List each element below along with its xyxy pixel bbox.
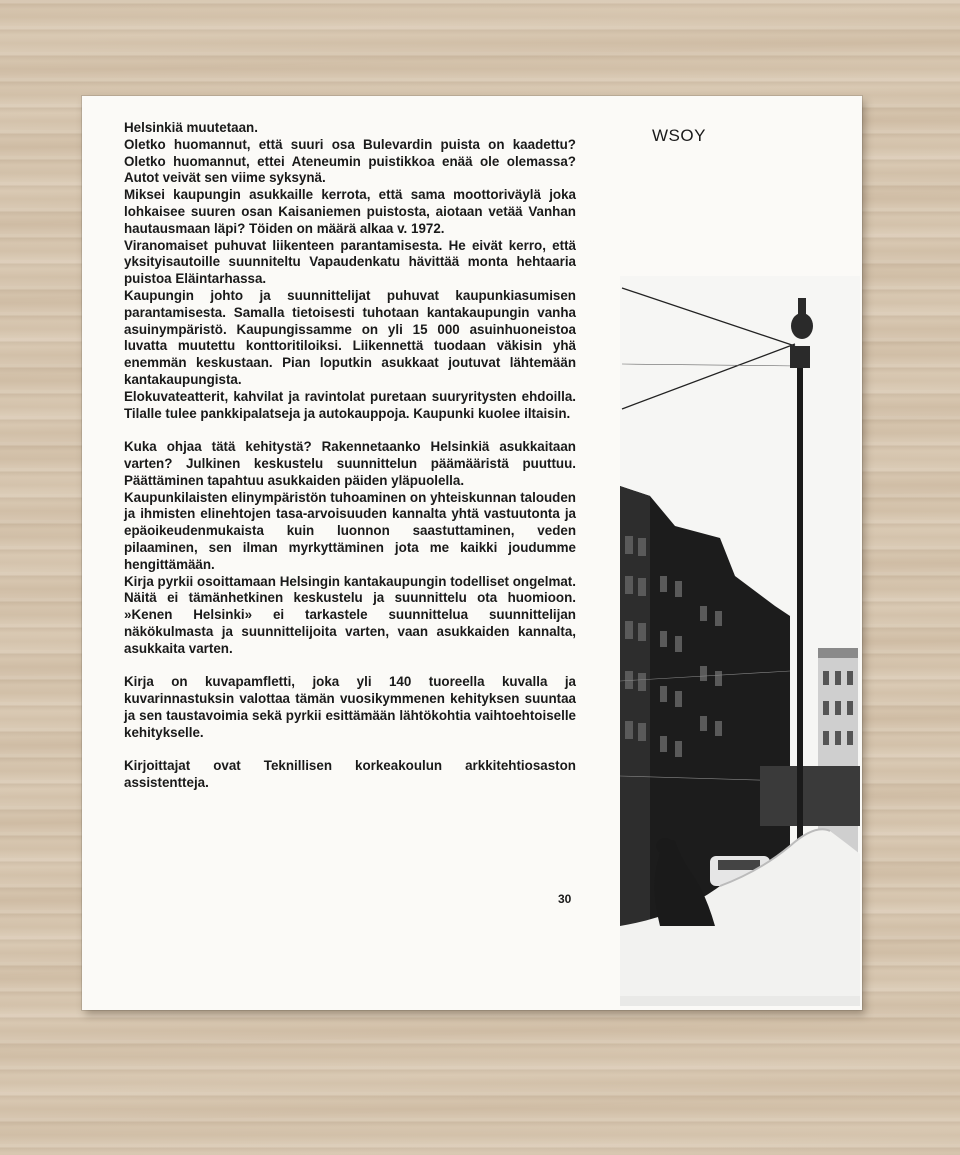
paragraph-5: Kaupungin johto ja suunnittelijat puhuvat kaupunkiasumisen parantamisesta. Samalla tietoisesti tuhotaan kantakaupungin vanha asuinympäristö. Kaupungissamme on yli 15 000 asuinhuoneistoa luvatta muutettu konttoritiloiksi. Liikennettä tuodaan väkisin yhä enemmän keskustaan. Pian loputkin asukkaat joutuvat lähtemään kantakaupungista. (124, 287, 576, 387)
street-photo (620, 276, 860, 1006)
publisher-logo: WSOY (652, 126, 706, 145)
paragraph-7: Kuka ohjaa tätä kehitystä? Rakennetaanko Helsinkiä asukkaitaan varten? Julkinen keskustelu suunnittelun päämääristä puuttuu. Päättäminen tapahtuu asukkaiden päiden yläpuolella. (124, 439, 576, 488)
paragraph-9: Kirja pyrkii osoittamaan Helsingin kantakaupungin todelliset ongelmat. Näitä ei tämänhetkinen keskustelu ja suunnittelu ota huomioon. »Kenen Helsinki» ei tarkastele suunnittelua suunnittelijan näkökulmasta ja suunnittelijoita varten, vaan asukkaiden kannalta, asukkaita varten. (124, 573, 576, 656)
page-number: 30 (558, 892, 572, 906)
paragraph-1: Helsinkiä muutetaan. (124, 120, 258, 135)
paragraph-2: Oletko huomannut, että suuri osa Bulevardin puista on kaadettu? Oletko huomannut, ettei Ateneumin puistikkoa enää ole olemassa? Autot veivät sen viime syksynä. (124, 136, 576, 186)
paragraph-4: Viranomaiset puhuvat liikenteen parantamisesta. He eivät kerro, että yksityisautoille suunniteltu Vapaudenkatu hävittää monta hehtaaria puistoa Eläintarhassa. (124, 237, 576, 287)
paragraph-6: Elokuvateatterit, kahvilat ja ravintolat puretaan suuryritysten ehdoilla. Tilalle tulee pankkipalatseja ja autokauppoja. Kaupunki kuolee iltaisin. (124, 388, 576, 421)
blurb-text (124, 120, 576, 792)
paragraph-11: Kirjoittajat ovat Teknillisen korkeakoulun arkkitehtiosaston assistentteja. (124, 758, 576, 791)
paragraph-10: Kirja on kuvapamfletti, joka yli 140 tuoreella kuvalla ja kuvarinnastuksin valottaa tämän vuosikymmenen kehityksen suuntaa ja sen taustavoimia sekä pyrkii esittämään lähtökohtia vaihtoehtoiselle kehitykselle. (124, 674, 576, 740)
book-back-cover (82, 96, 862, 1010)
paragraph-3: Miksei kaupungin asukkaille kerrota, että sama moottoriväylä joka lohkaisee suuren osan Kaisaniemen puistosta, aiotaan vetää Vanhan hautausmaan läpi? Töiden on määrä alkaa v. 1972. (124, 187, 576, 236)
paragraph-8: Kaupunkilaisten elinympäristön tuhoaminen on yhteiskunnan talouden ja ihmisten elinehtojen tasa-arvoisuuden kannalta yhtä vastuutonta ja epäoikeudenmukaista kuin luonnon saastuttaminen, veden pilaaminen, sen ilman myrkyttäminen jota me kaikki joudumme hengittämään. (124, 489, 576, 572)
